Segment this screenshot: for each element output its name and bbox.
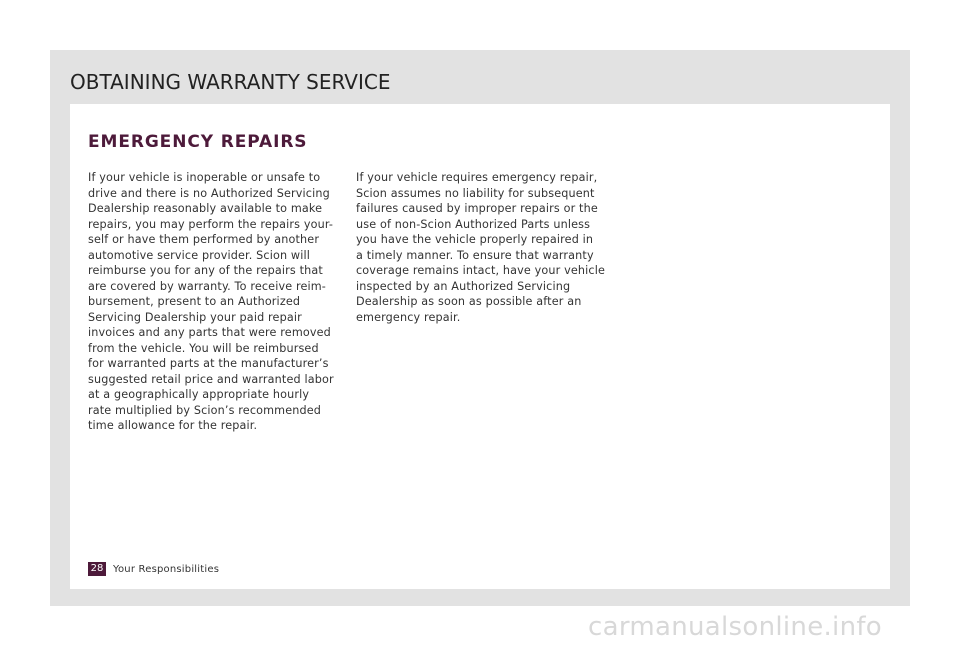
paragraph-line: you have the vehicle properly repaired in [356, 233, 594, 246]
paragraph-line: inspected by an Authorized Servicing [356, 279, 571, 293]
paragraph-line: coverage remains intact, have your vehicle [356, 264, 606, 277]
paragraph-line: time allowance for the repair. [88, 419, 258, 432]
paragraph-line: emergency repair. [356, 310, 461, 324]
page-footer [88, 562, 219, 576]
paragraph-line: automotive service provider. Scion will [88, 248, 310, 262]
page-number-badge: 28 [88, 562, 106, 576]
footer-section-label: Your Responsibilities [113, 563, 220, 575]
paragraph-line: failures caused by improper repairs or the [356, 202, 598, 215]
paragraph-line: invoices and any parts that were removed [88, 326, 331, 339]
site-watermark: carmanualsonline.info [588, 612, 883, 642]
right-text-column [356, 170, 606, 325]
paragraph-line: from the vehicle. You will be reimbursed [88, 341, 319, 355]
paragraph-line: at a geographically appropriate hourly [88, 388, 310, 401]
paragraph-line: drive and there is no Authorized Servicing [88, 186, 330, 200]
paragraph-line: bursement, present to an Authorized [88, 295, 301, 308]
paragraph-line: are covered by warranty. To receive reim- [88, 279, 326, 293]
paragraph-line: a timely manner. To ensure that warranty [356, 248, 594, 262]
paragraph-line: use of non-Scion Authorized Parts unless [356, 217, 591, 231]
paragraph-line: Dealership as soon as possible after an [356, 295, 582, 308]
paragraph-line: Servicing Dealership your paid repair [88, 310, 302, 324]
page-title: OBTAINING WARRANTY SERVICE [70, 70, 391, 94]
paragraph-line: for warranted parts at the manufacturer’s [88, 357, 329, 370]
paragraph-line: repairs, you may perform the repairs your- [88, 217, 334, 231]
left-text-column [88, 170, 333, 434]
paragraph-line: Scion assumes no liability for subsequent [356, 186, 595, 200]
paragraph-line: Dealership reasonably available to make [88, 202, 323, 215]
paragraph-line: If your vehicle requires emergency repair, [356, 171, 598, 184]
paragraph-line: reimburse you for any of the repairs that [88, 264, 323, 277]
paragraph-line: If your vehicle is inoperable or unsafe to [88, 171, 321, 184]
paragraph-line: self or have them performed by another [88, 233, 320, 246]
section-heading: EMERGENCY REPAIRS [88, 132, 308, 152]
paragraph-line: rate multiplied by Scion’s recommended [88, 403, 322, 417]
paragraph-line: suggested retail price and warranted labor [88, 372, 334, 386]
